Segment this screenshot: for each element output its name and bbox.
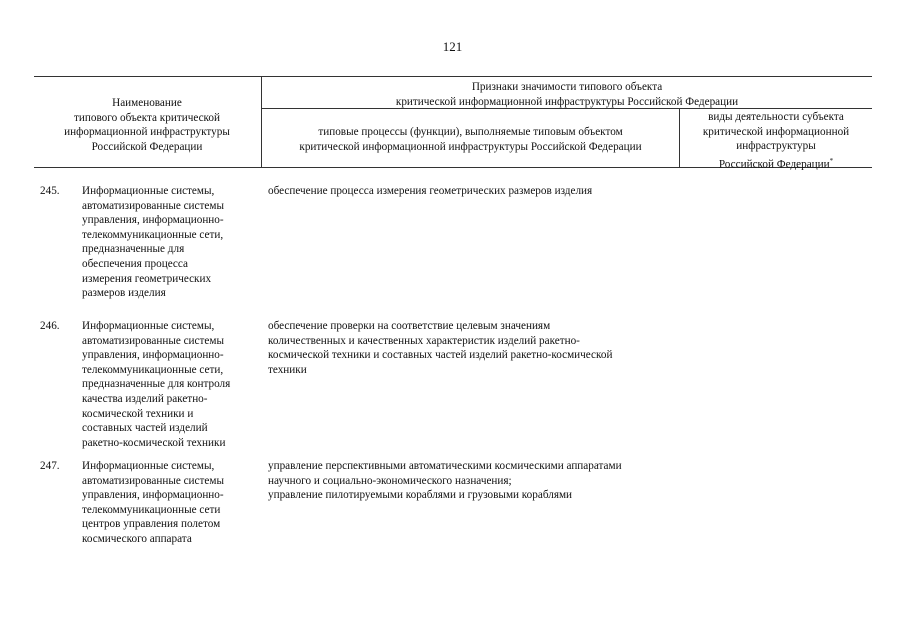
row-number: 245. [40, 185, 60, 197]
row-object-name: Информационные системы, автоматизированные системы управления, информационно- телекоммуникационные сети, предназначенные для контроля качества изделий ракетно- космической техники и составных частей изделий ракетно-космической техники [82, 320, 231, 449]
row-processes: обеспечение проверки на соответствие целевым значениям количественных и качественных характеристик изделий ракетно- космической техники и составных частей изделий ракетно-космической техники [268, 320, 613, 376]
header-col-name: Наименование типового объекта критической информационной инфраструктуры Российской Федерации [64, 97, 230, 153]
page-number: 121 [442, 39, 463, 54]
header-col-activities: виды деятельности субъекта критической информационной инфраструктуры Российской Федерации* [702, 111, 850, 171]
header-col-processes: типовые процессы (функции), выполняемые типовым объектом критической информационной инфраструктуры Российской Федерации [299, 126, 642, 153]
footnote-mark: * [829, 156, 834, 165]
row-number: 247. [40, 460, 60, 472]
header-group-title: Признаки значимости типового объекта критической информационной инфраструктуры Российской Федерации [395, 81, 739, 108]
row-object-name: Информационные системы, автоматизированные системы управления, информационно- телекоммуникационные сети, предназначенные для обеспечения процесса измерения геометрических размеров изделия [82, 185, 224, 300]
row-number: 246. [40, 320, 60, 332]
row-object-name: Информационные системы, автоматизированные системы управления, информационно- телекоммуникационные сети центров управления полетом космического аппарата [82, 460, 224, 545]
row-processes: обеспечение процесса измерения геометрических размеров изделия [268, 185, 593, 197]
row-processes: управление перспективными автоматическими космическими аппаратами научного и социально-экономического назначения; управление пилотируемыми кораблями и грузовыми кораблями [268, 460, 622, 502]
header-top-rule [34, 76, 872, 77]
